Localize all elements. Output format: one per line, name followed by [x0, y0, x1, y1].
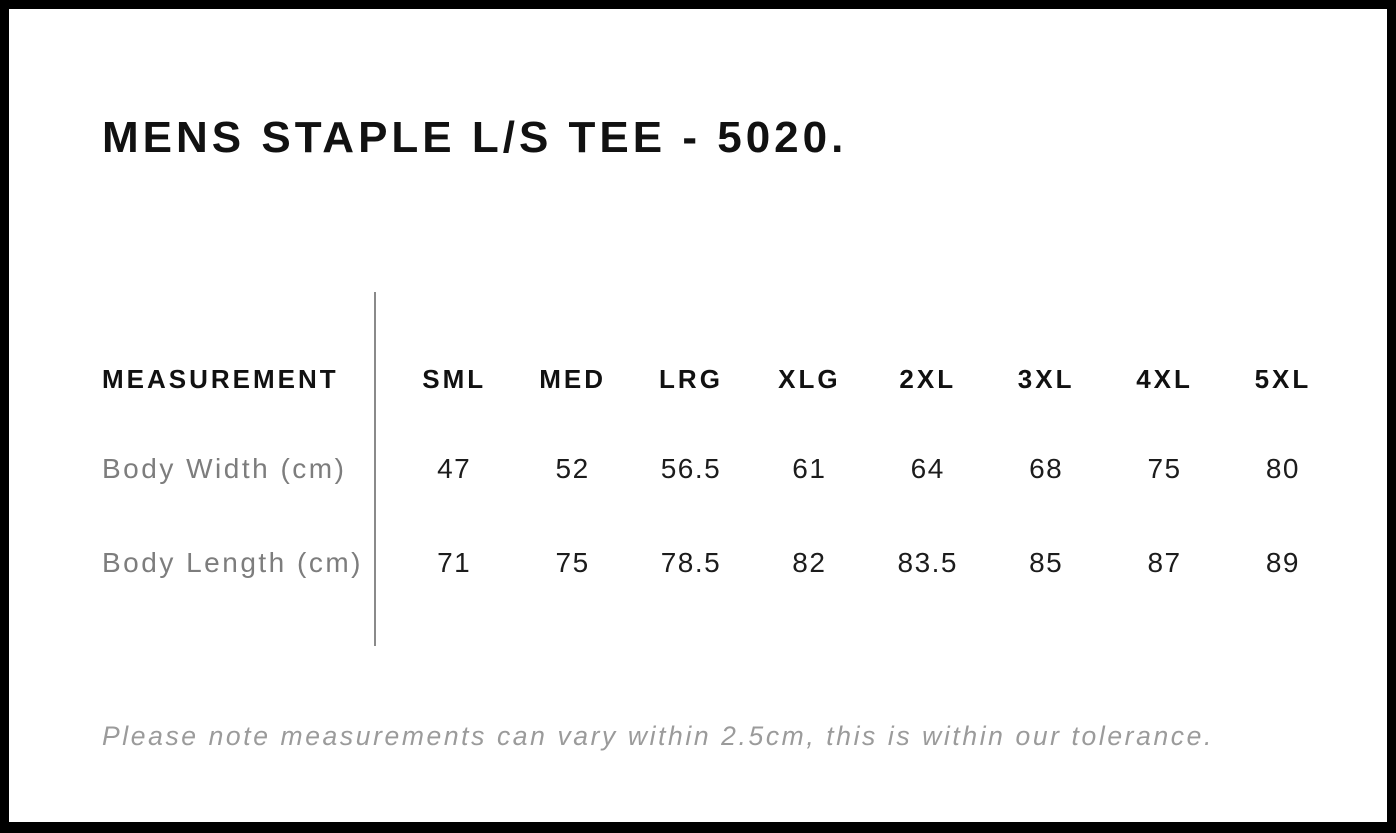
- column-header-measurement: MEASUREMENT: [102, 364, 339, 394]
- column-header-xlg: XLG: [778, 364, 841, 394]
- table-header-row: [102, 362, 1342, 396]
- body-length-lrg: 78.5: [660, 547, 722, 578]
- column-header-lrg: LRG: [659, 364, 723, 394]
- page-title: MENS STAPLE L/S TEE - 5020.: [102, 113, 848, 162]
- column-header-4xl: 4XL: [1136, 364, 1193, 394]
- body-length-3xl: 85: [1029, 547, 1064, 578]
- body-length-5xl: 89: [1265, 547, 1300, 578]
- body-width-sml: 47: [437, 453, 472, 484]
- body-width-med: 52: [555, 453, 590, 484]
- body-width-5xl: 80: [1265, 453, 1300, 484]
- column-header-med: MED: [539, 364, 606, 394]
- body-length-4xl: 87: [1147, 547, 1182, 578]
- body-width-3xl: 68: [1029, 453, 1064, 484]
- body-length-xlg: 82: [792, 547, 827, 578]
- tolerance-note: Please note measurements can vary within 2.5cm, this is within our tolerance.: [102, 721, 1214, 751]
- row-label-body-length: Body Length (cm): [102, 547, 363, 578]
- body-width-xlg: 61: [792, 453, 827, 484]
- body-length-sml: 71: [437, 547, 472, 578]
- column-header-3xl: 3XL: [1017, 364, 1075, 394]
- body-width-lrg: 56.5: [660, 453, 722, 484]
- body-width-4xl: 75: [1147, 453, 1182, 484]
- body-length-med: 75: [555, 547, 590, 578]
- column-header-2xl: 2XL: [899, 364, 957, 394]
- column-header-5xl: 5XL: [1254, 364, 1312, 394]
- table-row-body-width: [102, 452, 1342, 486]
- body-length-2xl: 83.5: [897, 547, 958, 578]
- body-width-2xl: 64: [910, 453, 945, 484]
- column-header-sml: SML: [422, 364, 487, 394]
- table-row-body-length: [102, 546, 1342, 580]
- row-label-body-width: Body Width (cm): [102, 453, 347, 484]
